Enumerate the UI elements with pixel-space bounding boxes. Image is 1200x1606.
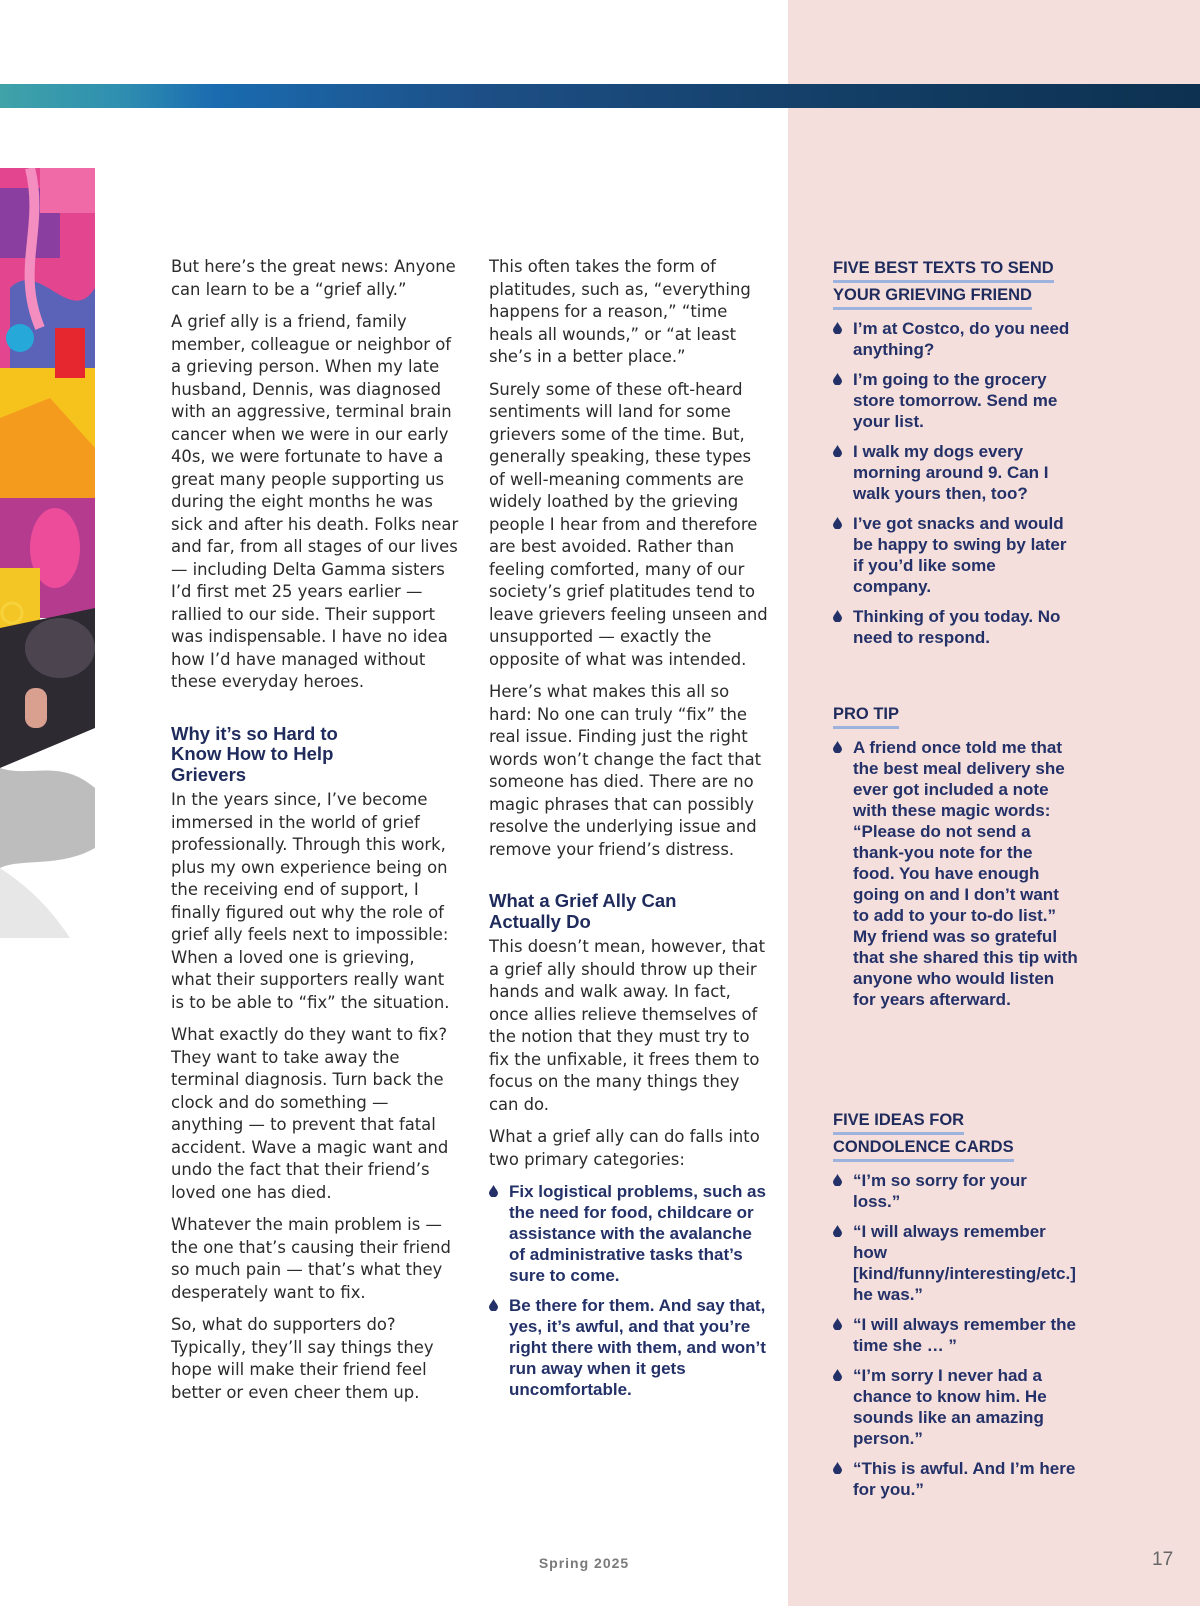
paragraph: This often takes the form of platitudes, such as, “everything happens for a reason,” “time heals all wounds,” or “at least she’s in a better place.” [489,257,751,366]
list-item [833,1170,1078,1212]
list-item-text: “I will always remember how [kind/funny/interesting/etc.] he was.” [853,1222,1076,1304]
list-item [489,1295,771,1400]
bullet-list [489,1181,771,1400]
drop-icon [833,445,842,457]
abstract-painting-image [0,168,95,938]
list-item [833,737,1078,1010]
footer-issue-label: Spring 2025 [538,1555,630,1571]
paragraph: This doesn’t mean, however, that a grief ally should throw up their hands and walk away. In fact, once allies relieve themselves of the notion that they must try to fix the unfixable, it frees them to focus on the many things they can do. [489,937,766,1114]
sidebar-heading [833,256,1078,310]
list-item [833,513,1078,597]
drop-icon [489,1185,498,1197]
drop-icon [833,1318,842,1330]
sidebar-pro-tip-section [833,702,1078,1019]
drop-icon [833,1225,842,1237]
sidebar-heading [833,702,1078,729]
heading-line: FIVE IDEAS FOR [833,1108,964,1135]
list-item [833,441,1078,504]
paragraph: Here’s what makes this all so hard: No one can truly “fix” the real issue. Finding just the right words won’t change the fact that someone has died. There are no magic phrases that can possibly resolve the underlying issue and remove your friend’s distress. [489,682,762,859]
list-item [833,1314,1078,1356]
list-item-text: Be there for them. And say that, yes, it’s awful, and that you’re right there with them, and won’t run away when it gets uncomfortable. [509,1296,766,1399]
drop-icon [833,1462,842,1474]
list-item [833,318,1078,360]
article-column-1 [171,256,459,1414]
heading-line: FIVE BEST TEXTS TO SEND [833,256,1054,283]
heading-line: PRO TIP [833,702,899,729]
list-item [833,1221,1078,1305]
list-item-text: “I’m so sorry for your loss.” [853,1171,1027,1211]
list-item-text: “I’m sorry I never had a chance to know him. He sounds like an amazing person.” [853,1366,1047,1448]
paragraph: Surely some of these oft-heard sentiments will land for some grievers some of the time. But, generally speaking, these types of well-meaning comments are widely loathed by the grieving people I hear from and therefore are best avoided. Rather than feeling comforted, many of our society’s grief platitudes tend to leave grievers feeling unseen and unsupported — exactly the opposite of what was intended. [489,379,768,669]
header-gradient-bar [0,84,1200,108]
list-item-text: I’m going to the grocery store tomorrow. Send me your list. [853,370,1058,431]
list-item-text: “This is awful. And I’m here for you.” [853,1459,1076,1499]
heading-line: YOUR GRIEVING FRIEND [833,283,1032,310]
list-item [833,1458,1078,1500]
list-item-text: I’ve got snacks and would be happy to swing by later if you’d like some company. [853,514,1067,596]
bullet-list [833,1170,1078,1500]
drop-icon [833,322,842,334]
list-item [833,1365,1078,1449]
drop-icon [833,1369,842,1381]
article-column-2 [489,256,771,1409]
sidebar-condolence-section [833,1108,1078,1509]
section-heading: Why it’s so Hard to Know How to Help Grievers [171,722,338,785]
paragraph: What exactly do they want to fix? They want to take away the terminal diagnosis. Turn back the clock and do something — anything — to prevent that fatal accident. Wave a magic want and undo the fact that their friend’s loved one has died. [171,1025,449,1202]
list-item-text: I walk my dogs every morning around 9. Can I walk yours then, too? [853,442,1049,503]
drop-icon [833,741,842,753]
section-heading: What a Grief Ally Can Actually Do [489,890,677,932]
list-item-text: I’m at Costco, do you need anything? [853,319,1070,359]
paragraph: So, what do supporters do? Typically, they’ll say things they hope will make their friend feel better or even cheer them up. [171,1315,434,1402]
paragraph: What a grief ally can do falls into two primary categories: [489,1127,760,1169]
drop-icon [833,373,842,385]
paragraph: But here’s the great news: Anyone can learn to be a “grief ally.” [171,257,456,299]
drop-icon [489,1299,498,1311]
page-number: 17 [1152,1549,1174,1570]
list-item-text: A friend once told me that the best meal delivery she ever got included a note with these magic words: “Please do not send a thank-you note for the food. You have enough going on and I don’t want to add to your to-do list.” My friend was so grateful that she shared this tip with anyone who would listen for years afterward. [853,738,1078,1009]
paragraph: A grief ally is a friend, family member, colleague or neighbor of a grieving person. When my late husband, Dennis, was diagnosed with an aggressive, terminal brain cancer when we were in our early 40s, we were fortunate to have a great many people supporting us during the eight months he was sick and after his death. Folks near and far, from all stages of our lives — including Delta Gamma sisters I’d first met 25 years earlier — rallied to our side. Their support was indispensable. I have no idea how I’d have managed without these everyday heroes. [171,312,459,691]
list-item [833,606,1078,648]
paragraph: In the years since, I’ve become immersed in the world of grief professionally. Through this work, plus my own experience being on the receiving end of support, I finally figured out why the role of grief ally feels next to impossible: When a loved one is grieving, what their supporters really want is to be able to “fix” the situation. [171,790,450,1012]
drop-icon [833,1174,842,1186]
bullet-list [833,737,1078,1010]
list-item [833,369,1078,432]
list-item-text: Fix logistical problems, such as the need for food, childcare or assistance with the avalanche of administrative tasks that’s sure to come. [509,1182,766,1285]
paragraph: Whatever the main problem is — the one that’s causing their friend so much pain — that’s what they desperately want to fix. [171,1215,451,1302]
sidebar-texts-section [833,256,1078,657]
heading-line: CONDOLENCE CARDS [833,1135,1014,1162]
sidebar-heading [833,1108,1078,1162]
drop-icon [833,610,842,622]
bullet-list [833,318,1078,648]
list-item-text: “I will always remember the time she … ” [853,1315,1076,1355]
drop-icon [833,517,842,529]
list-item [489,1181,771,1286]
list-item-text: Thinking of you today. No need to respond. [853,607,1061,647]
